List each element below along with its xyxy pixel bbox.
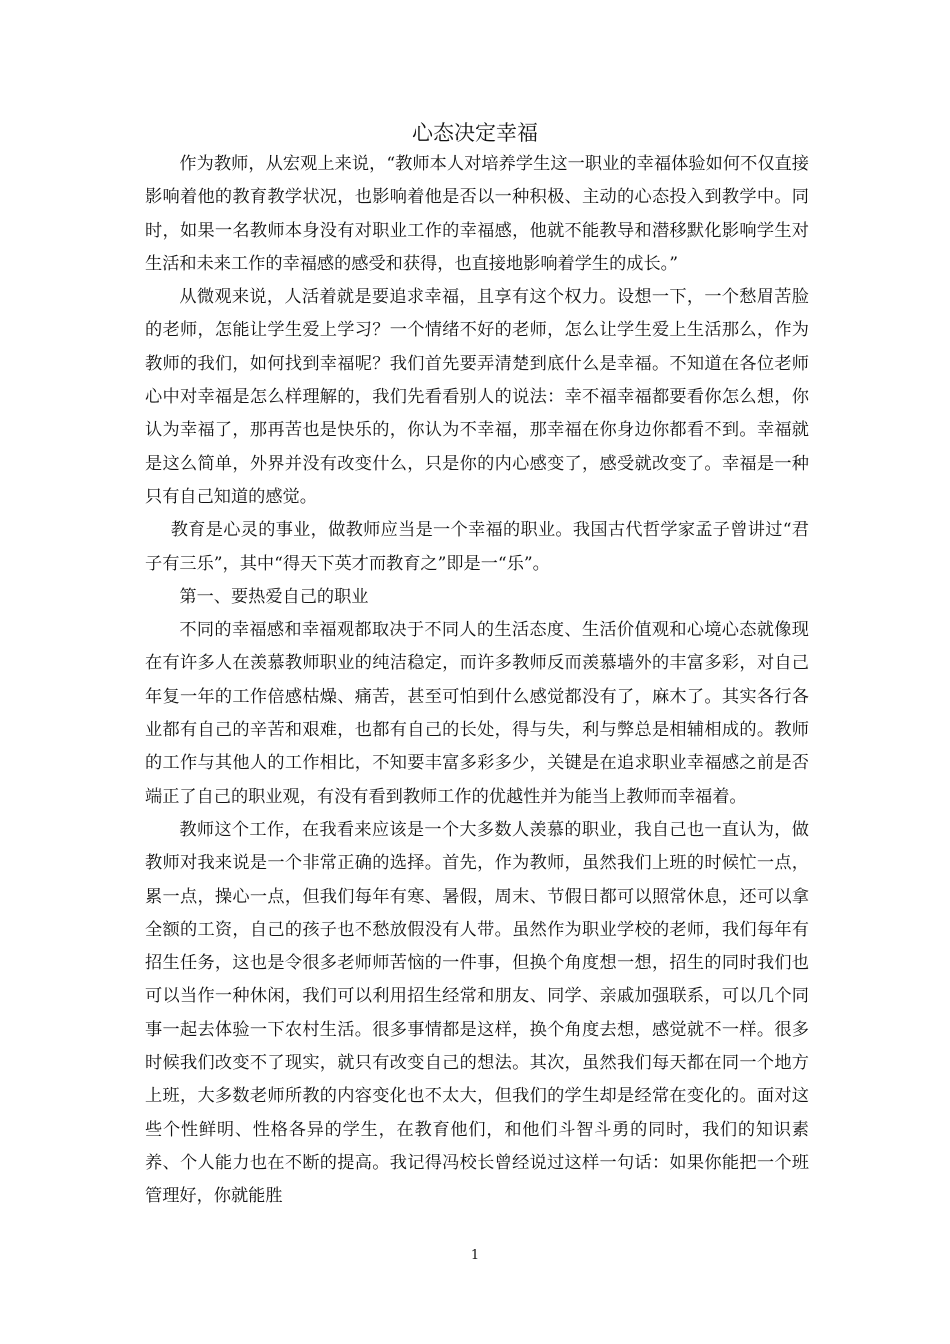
document-title: 心态决定幸福 [412,121,538,145]
document-body [145,148,809,1214]
paragraph-teacher-work: 教师这个工作，在我看来应该是一个大多数人羡慕的职业，我自己也一直认为，做教师对我来说是一个非常正确的选择。首先，作为教师，虽然我们上班的时候忙一点，累一点，操心一点，但我们每年有寒、暑假，周末、节假日都可以照常休息，还可以拿全额的工资，自己的孩子也不愁放假没有人带。虽然作为职业学校的老师，我们每年有招生任务，这也是令很多老师师苦恼的一件事，但换个角度想一想，招生的同时我们也可以当作一种休闲，我们可以利用招生经常和朋友、同学、亲戚加强联系，可以几个同事一起去体验一下农村生活。很多事情都是这样，换个角度去想，感觉就不一样。很多时候我们改变不了现实，就只有改变自己的想法。其次，虽然我们每天都在同一个地方上班，大多数老师所教的内容变化也不太大，但我们的学生却是经常在变化的。面对这些个性鲜明、性格各异的学生，在教育他们，和他们斗智斗勇的同时，我们的知识素养、个人能力也在不断的提高。我记得冯校长曾经说过这样一句话：如果你能把一个班管理好，你就能胜 [145,819,809,1207]
paragraph-education-career: 教育是心灵的事业，做教师应当是一个幸福的职业。我国古代哲学家孟子曾讲过“君子有三乐”，其中“得天下英才而教育之”即是一“乐”。 [145,520,809,574]
paragraph-macro-view: 作为教师，从宏观上来说，“教师本人对培养学生这一职业的幸福体验如何不仅直接影响着他的教育教学状况，也影响着他是否以一种积极、主动的心态投入到教学中。同时，如果一名教师本身没有对职业工作的幸福感，他就不能教导和潜移默化影响学生对生活和未来工作的幸福感的感受和获得，也直接地影响着学生的成长。” [145,154,809,274]
paragraph-micro-view: 从微观来说，人活着就是要追求幸福，且享有这个权力。设想一下，一个愁眉苦脸的老师，怎能让学生爱上学习？一个情绪不好的老师，怎么让学生爱上生活那么，作为教师的我们，如何找到幸福呢？我们首先要弄清楚到底什么是幸福。不知道在各位老师心中对幸福是怎么样理解的，我们先看看别人的说法：幸不福幸福都要看你怎么想，你认为幸福了，那再苦也是快乐的，你认为不幸福，那幸福在你身边你都看不到。幸福就是这么简单，外界并没有改变什么，只是你的内心感变了，感受就改变了。幸福是一种只有自己知道的感觉。 [145,287,809,507]
paragraph-happiness-views: 不同的幸福感和幸福观都取决于不同人的生活态度、生活价值观和心境心态就像现在有许多人在羡慕教师职业的纯洁稳定，而许多教师反而羡慕墙外的丰富多彩，对自己年复一年的工作倍感枯燥、痛苦，甚至可怕到什么感觉都没有了，麻木了。其实各行各业都有自己的辛苦和艰难，也都有自己的长处，得与失，利与弊总是相辅相成的。教师的工作与其他人的工作相比，不知要丰富多彩多少，关键是在追求职业幸福感之前是否端正了自己的职业观，有没有看到教师工作的优越性并为能当上教师而幸福着。 [145,620,809,807]
page-number: 1 [470,1248,480,1263]
section-heading-love-profession: 第一、要热爱自己的职业 [179,586,369,607]
